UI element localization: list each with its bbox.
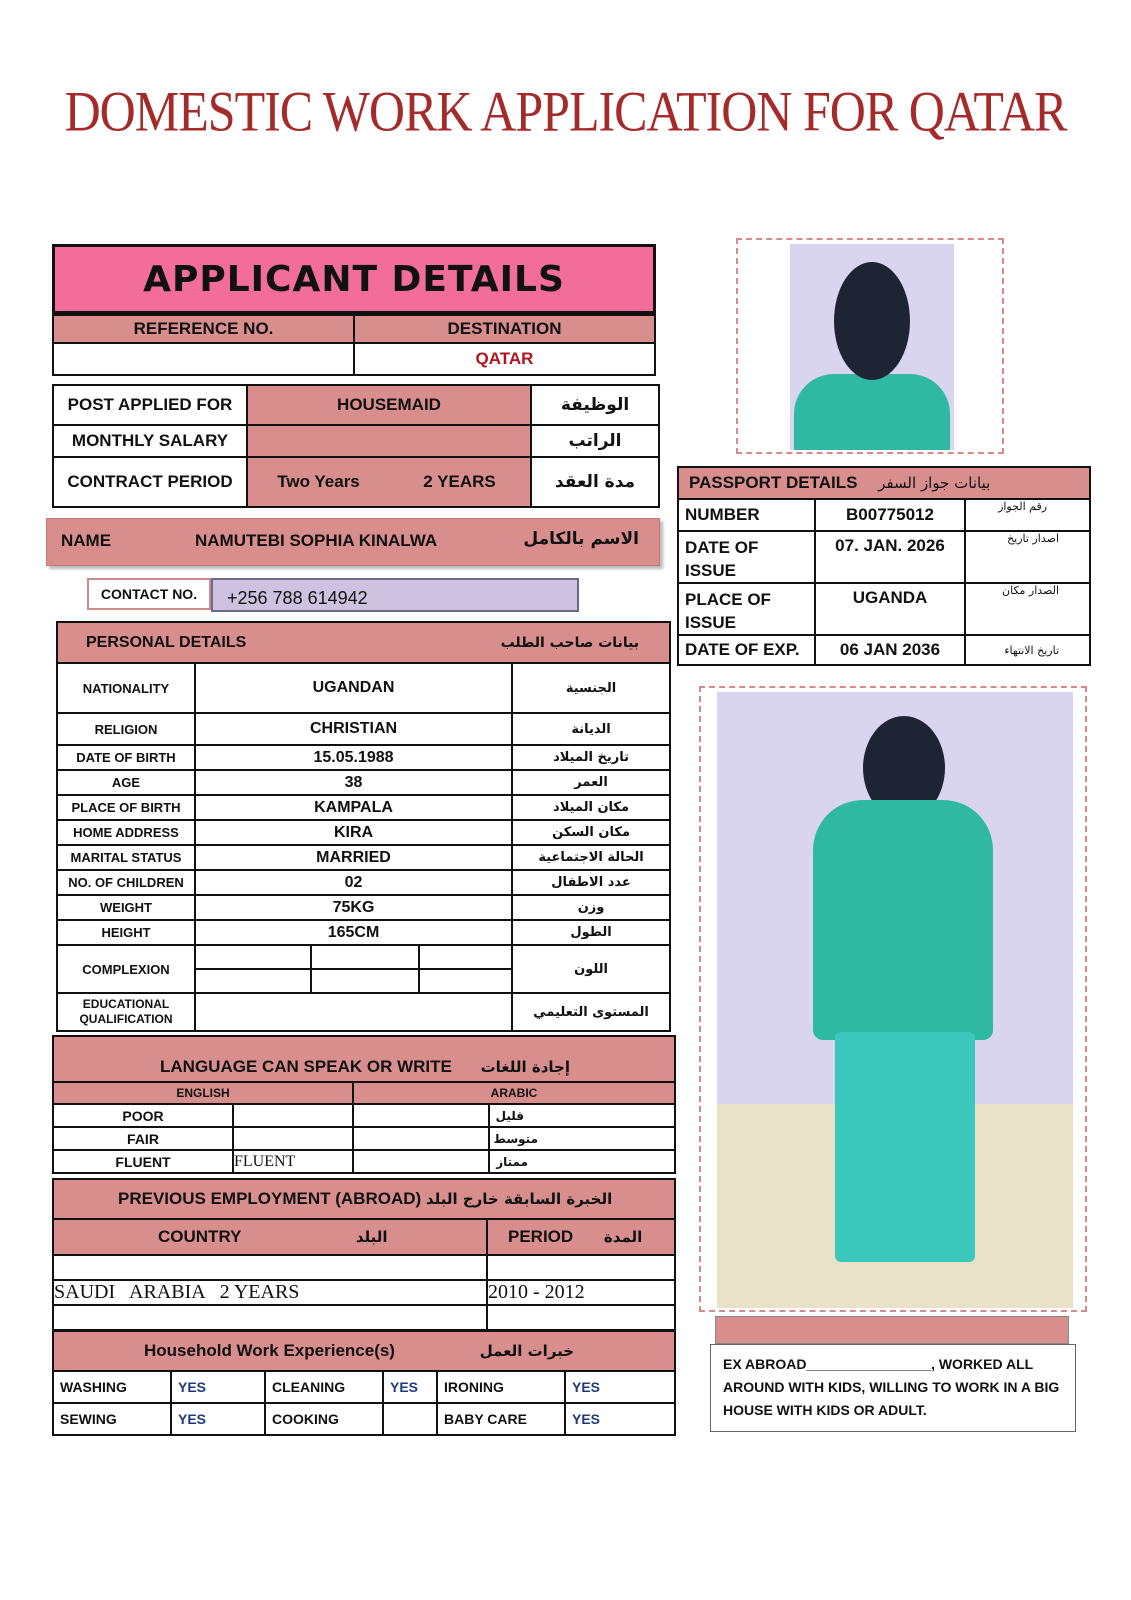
employment-period: 2010 - 2012 bbox=[487, 1280, 675, 1305]
employment-heading-cell bbox=[53, 1179, 675, 1219]
language-table bbox=[52, 1035, 676, 1174]
page-title: DOMESTIC WORK APPLICATION FOR QATAR bbox=[64, 78, 1067, 144]
education-label: EDUCATIONAL QUALIFICATION bbox=[57, 993, 195, 1031]
full-body-photo-frame bbox=[699, 686, 1087, 1312]
post-label: POST APPLIED FOR bbox=[53, 385, 247, 425]
passport-expiry-arabic: تاريخ الانتهاء bbox=[965, 635, 1090, 665]
passport-number-value: B00775012 bbox=[815, 499, 965, 531]
cooking-label: COOKING bbox=[265, 1403, 383, 1435]
height-value: 165CM bbox=[195, 920, 512, 945]
washing-label: WASHING bbox=[53, 1371, 171, 1403]
complexion-label: COMPLEXION bbox=[57, 945, 195, 993]
baby-care-label: BABY CARE bbox=[437, 1403, 565, 1435]
employment-period bbox=[487, 1255, 675, 1280]
dob-label: DATE OF BIRTH bbox=[57, 745, 195, 770]
destination-value: QATAR bbox=[354, 343, 655, 375]
personal-heading: PERSONAL DETAILS bbox=[57, 622, 419, 663]
contract-value-1: Two Years bbox=[247, 457, 389, 507]
passport-place-value: UGANDA bbox=[815, 583, 965, 635]
complexion-cell bbox=[195, 969, 311, 993]
table-row bbox=[678, 583, 1090, 635]
employment-table bbox=[52, 1178, 676, 1331]
table-row bbox=[53, 1371, 675, 1403]
passport-heading-cell bbox=[678, 467, 1090, 499]
period-arabic: المدة bbox=[603, 1228, 643, 1246]
marital-status-label: MARITAL STATUS bbox=[57, 845, 195, 870]
employment-country bbox=[53, 1305, 487, 1330]
table-row bbox=[57, 795, 670, 820]
height-label: HEIGHT bbox=[57, 920, 195, 945]
english-label: ENGLISH bbox=[53, 1082, 353, 1104]
country-arabic: البلد bbox=[355, 1228, 388, 1246]
table-row bbox=[53, 1255, 675, 1280]
passport-expiry-label: DATE OF EXP. bbox=[678, 635, 815, 665]
marital-status-arabic: الحالة الاجتماعية bbox=[512, 845, 670, 870]
table-row bbox=[57, 663, 670, 713]
poor-arabic-label: قليل bbox=[489, 1104, 675, 1127]
contract-value-2: 2 YEARS bbox=[389, 457, 531, 507]
household-heading-arabic: خبرات العمل bbox=[479, 1342, 575, 1360]
applicant-details-heading: APPLICANT DETAILS bbox=[52, 244, 656, 314]
contract-arabic: مدة العقد bbox=[531, 457, 659, 507]
fluent-english: FLUENT bbox=[233, 1150, 353, 1173]
children-value: 02 bbox=[195, 870, 512, 895]
poor-english bbox=[233, 1104, 353, 1127]
headshot-photo bbox=[790, 244, 954, 450]
table-row bbox=[53, 1127, 675, 1150]
salary-value bbox=[247, 425, 531, 457]
table-row bbox=[57, 870, 670, 895]
full-body-photo bbox=[717, 692, 1073, 1308]
children-label: NO. OF CHILDREN bbox=[57, 870, 195, 895]
table-row bbox=[57, 745, 670, 770]
name-label: NAME bbox=[61, 531, 112, 550]
complexion-cell bbox=[311, 945, 419, 969]
height-arabic: الطول bbox=[512, 920, 670, 945]
table-row bbox=[57, 713, 670, 745]
country-header bbox=[53, 1219, 487, 1255]
home-address-value: KIRA bbox=[195, 820, 512, 845]
passport-place-arabic: الصدار مكان bbox=[965, 583, 1090, 635]
reference-value bbox=[53, 343, 354, 375]
name-value: NAMUTEBI SOPHIA KINALWA bbox=[195, 531, 438, 550]
applicant-details-block bbox=[52, 244, 656, 376]
table-row bbox=[57, 845, 670, 870]
employment-heading-arabic: الخبرة السابقة خارج البلد bbox=[425, 1190, 613, 1208]
employment-period bbox=[487, 1305, 675, 1330]
table-row bbox=[678, 531, 1090, 583]
passport-issue-date-label: DATE OF ISSUE bbox=[678, 531, 815, 583]
table-row bbox=[57, 945, 670, 969]
table-row bbox=[678, 635, 1090, 665]
cleaning-label: CLEANING bbox=[265, 1371, 383, 1403]
post-arabic: الوظيفة bbox=[531, 385, 659, 425]
reference-table bbox=[52, 314, 656, 376]
baby-care-value: YES bbox=[565, 1403, 675, 1435]
country-label: COUNTRY bbox=[158, 1227, 242, 1246]
passport-number-arabic: رقم الجواز bbox=[965, 499, 1090, 531]
washing-value: YES bbox=[171, 1371, 265, 1403]
table-row bbox=[53, 1150, 675, 1173]
ironing-label: IRONING bbox=[437, 1371, 565, 1403]
dob-arabic: تاريخ الميلاد bbox=[512, 745, 670, 770]
fair-label: FAIR bbox=[53, 1127, 233, 1150]
fair-english bbox=[233, 1127, 353, 1150]
nationality-label: NATIONALITY bbox=[57, 663, 195, 713]
personal-heading-arabic: بيانات صاحب الطلب bbox=[419, 622, 670, 663]
contact-label: CONTACT NO. bbox=[87, 578, 211, 610]
passport-heading-arabic: بيانات جواز السفر bbox=[878, 474, 991, 492]
contact-value: +256 788 614942 bbox=[211, 578, 579, 612]
table-row bbox=[53, 1104, 675, 1127]
salary-label: MONTHLY SALARY bbox=[53, 425, 247, 457]
age-value: 38 bbox=[195, 770, 512, 795]
remarks-header-bar bbox=[715, 1316, 1069, 1344]
weight-value: 75KG bbox=[195, 895, 512, 920]
language-heading-arabic: إجادة اللغات bbox=[480, 1058, 571, 1076]
education-arabic: المستوى التعليمي bbox=[512, 993, 670, 1031]
religion-arabic: الديانة bbox=[512, 713, 670, 745]
religion-label: RELIGION bbox=[57, 713, 195, 745]
sewing-label: SEWING bbox=[53, 1403, 171, 1435]
passport-number-label: NUMBER bbox=[678, 499, 815, 531]
passport-issue-date-value: 07. JAN. 2026 bbox=[815, 531, 965, 583]
passport-heading: PASSPORT DETAILS bbox=[689, 473, 858, 492]
employment-heading: PREVIOUS EMPLOYMENT (ABROAD) bbox=[118, 1189, 422, 1208]
cooking-value bbox=[383, 1403, 437, 1435]
household-table bbox=[52, 1330, 676, 1436]
employment-country bbox=[53, 1255, 487, 1280]
passport-table bbox=[677, 466, 1091, 666]
personal-details-table bbox=[56, 621, 671, 1032]
nationality-value: UGANDAN bbox=[195, 663, 512, 713]
weight-arabic: وزن bbox=[512, 895, 670, 920]
contract-label: CONTRACT PERIOD bbox=[53, 457, 247, 507]
age-arabic: العمر bbox=[512, 770, 670, 795]
table-row bbox=[57, 820, 670, 845]
marital-status-value: MARRIED bbox=[195, 845, 512, 870]
passport-place-label: PLACE OF ISSUE bbox=[678, 583, 815, 635]
period-header bbox=[487, 1219, 675, 1255]
complexion-cell bbox=[195, 945, 311, 969]
passport-issue-date-arabic: اصدار تاريخ bbox=[965, 531, 1090, 583]
remarks-text: EX ABROAD________________, WORKED ALL AROUND WITH KIDS, WILLING TO WORK IN A BIG HOUSE WITH KIDS OR ADULT. bbox=[710, 1344, 1076, 1432]
dob-value: 15.05.1988 bbox=[195, 745, 512, 770]
post-value: HOUSEMAID bbox=[247, 385, 531, 425]
fair-arabic-label: متوسط bbox=[489, 1127, 675, 1150]
religion-value: CHRISTIAN bbox=[195, 713, 512, 745]
table-row bbox=[57, 895, 670, 920]
place-of-birth-value: KAMPALA bbox=[195, 795, 512, 820]
passport-expiry-value: 06 JAN 2036 bbox=[815, 635, 965, 665]
cleaning-value: YES bbox=[383, 1371, 437, 1403]
fair-arabic-value bbox=[353, 1127, 489, 1150]
headshot-photo-frame bbox=[736, 238, 1004, 454]
place-of-birth-label: PLACE OF BIRTH bbox=[57, 795, 195, 820]
weight-label: WEIGHT bbox=[57, 895, 195, 920]
place-of-birth-arabic: مكان الميلاد bbox=[512, 795, 670, 820]
complexion-arabic: اللون bbox=[512, 945, 670, 993]
table-row bbox=[57, 920, 670, 945]
household-heading-cell bbox=[53, 1331, 675, 1371]
destination-label: DESTINATION bbox=[354, 315, 655, 343]
table-row bbox=[53, 1403, 675, 1435]
table-row bbox=[678, 499, 1090, 531]
table-row bbox=[53, 1280, 675, 1305]
table-row bbox=[53, 1305, 675, 1330]
sewing-value: YES bbox=[171, 1403, 265, 1435]
arabic-label: ARABIC bbox=[353, 1082, 675, 1104]
household-heading: Household Work Experience(s) bbox=[144, 1341, 395, 1360]
education-value bbox=[195, 993, 512, 1031]
period-label: PERIOD bbox=[508, 1227, 574, 1246]
ironing-value: YES bbox=[565, 1371, 675, 1403]
language-heading-cell bbox=[53, 1036, 675, 1082]
job-table bbox=[52, 384, 660, 508]
complexion-cell bbox=[311, 969, 419, 993]
table-row bbox=[57, 993, 670, 1031]
fluent-arabic-label: ممتاز bbox=[489, 1150, 675, 1173]
table-row bbox=[57, 770, 670, 795]
children-arabic: عدد الاطفال bbox=[512, 870, 670, 895]
name-bar bbox=[46, 518, 660, 566]
home-address-label: HOME ADDRESS bbox=[57, 820, 195, 845]
language-heading: LANGUAGE CAN SPEAK OR WRITE bbox=[160, 1057, 452, 1076]
fluent-arabic-value bbox=[353, 1150, 489, 1173]
complexion-cell bbox=[419, 945, 512, 969]
home-address-arabic: مكان السكن bbox=[512, 820, 670, 845]
complexion-cell bbox=[419, 969, 512, 993]
poor-label: POOR bbox=[53, 1104, 233, 1127]
employment-country: SAUDI ARABIA 2 YEARS bbox=[53, 1280, 487, 1305]
name-arabic: الاسم بالكامل bbox=[523, 529, 639, 549]
poor-arabic-value bbox=[353, 1104, 489, 1127]
nationality-arabic: الجنسية bbox=[512, 663, 670, 713]
fluent-label: FLUENT bbox=[53, 1150, 233, 1173]
salary-arabic: الراتب bbox=[531, 425, 659, 457]
age-label: AGE bbox=[57, 770, 195, 795]
reference-label: REFERENCE NO. bbox=[53, 315, 354, 343]
